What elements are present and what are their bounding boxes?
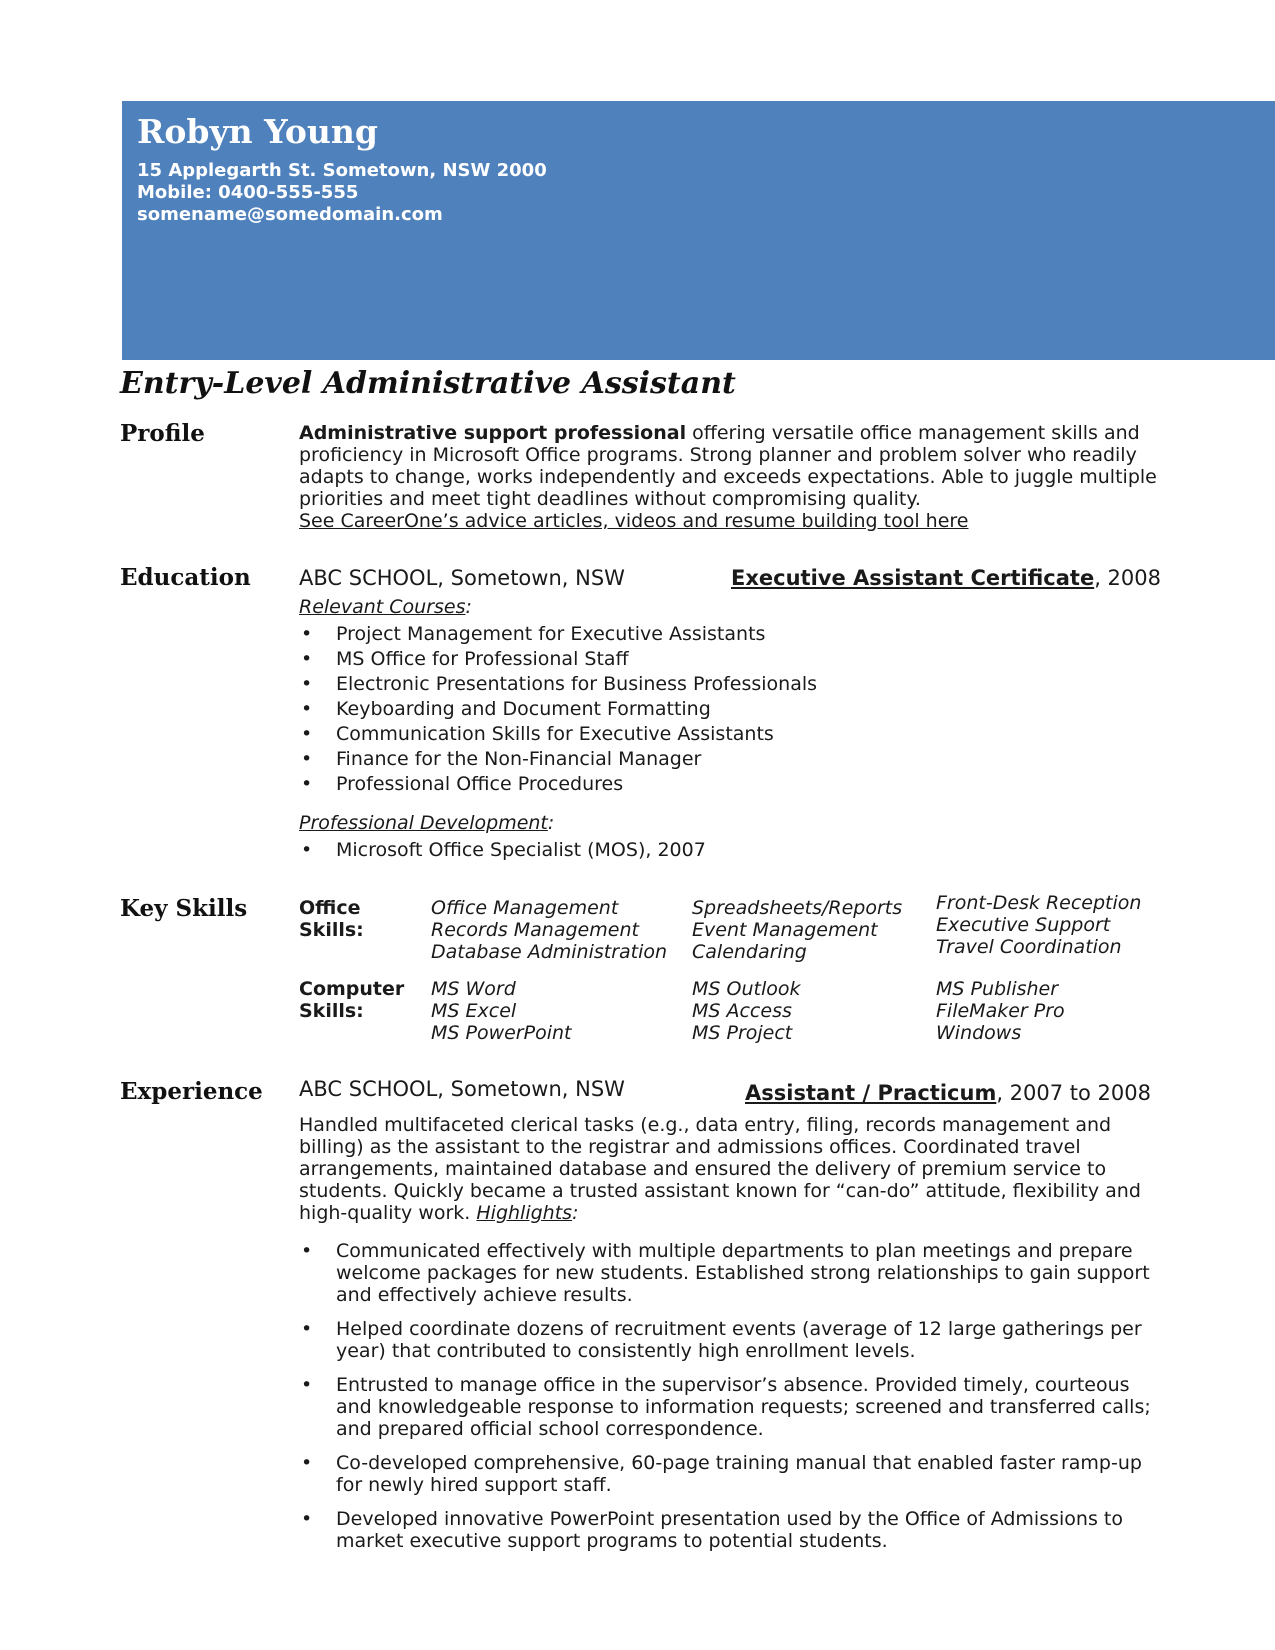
list-item: • Professional Office Procedures: [301, 773, 624, 795]
experience-heading: Experience: [120, 1078, 263, 1105]
list-item: • Electronic Presentations for Business Professionals: [301, 673, 818, 695]
list-item: • Microsoft Office Specialist (MOS), 2007: [301, 839, 706, 861]
list-item: • Finance for the Non-Financial Manager: [301, 748, 702, 770]
pd-list: [299, 838, 1159, 863]
job-title: Entry-Level Administrative Assistant: [120, 366, 736, 401]
courses-label: Relevant Courses:: [299, 596, 472, 618]
office-skills-label: Office Skills:: [299, 897, 364, 941]
highlights-label: Highlights: [476, 1202, 573, 1224]
education-credential: Executive Assistant Certificate, 2008: [731, 566, 1161, 590]
profile-body: [299, 422, 1159, 532]
office-skills-col-1: Office Management Records Management Database Administration: [431, 897, 668, 963]
profile-line: proficiency in Microsoft Office programs. Strong planner and problem solver who readily: [299, 444, 1137, 466]
profile-line: Administrative support professional offering versatile office management skills and: [299, 422, 1140, 444]
computer-skills-col-1: MS Word MS Excel MS PowerPoint: [431, 978, 572, 1044]
bullet-icon: •: [301, 1240, 313, 1262]
list-item: • Project Management for Executive Assistants: [301, 623, 766, 645]
education-heading: Education: [120, 564, 251, 591]
careerone-link[interactable]: See CareerOne’s advice articles, videos and resume building tool here: [299, 510, 969, 532]
profile-lead: Administrative support professional: [299, 422, 687, 444]
bullet-icon: •: [301, 723, 313, 745]
computer-skills-col-3: MS Publisher FileMaker Pro Windows: [936, 978, 1065, 1044]
bullet-icon: •: [301, 1318, 313, 1340]
computer-skills-label: Computer Skills:: [299, 978, 405, 1022]
office-skills-col-3: Front-Desk Reception Executive Support Travel Coordination: [936, 892, 1142, 958]
bullet-icon: •: [301, 648, 313, 670]
bullet-icon: •: [301, 773, 313, 795]
bullet-icon: •: [301, 698, 313, 720]
bullet-icon: •: [301, 748, 313, 770]
experience-school: ABC SCHOOL, Sometown, NSW: [299, 1077, 625, 1101]
list-item: • Entrusted to manage office in the supervisor’s absence. Provided timely, courteous and knowledgeable response to information requests; screened and transferred calls; and prepared official school correspondence.: [301, 1374, 1151, 1440]
list-item: • Helped coordinate dozens of recruitment events (average of 12 large gatherings per year) that contributed to consistently high enrollment levels.: [301, 1318, 1142, 1362]
profile-line: adapts to change, works independently and exceeds expectations. Able to juggle multiple: [299, 466, 1157, 488]
highlights-list: [299, 1240, 1159, 1552]
bullet-icon: •: [301, 673, 313, 695]
bullet-icon: •: [301, 1508, 313, 1530]
bullet-icon: •: [301, 1374, 313, 1396]
list-item: • Communicated effectively with multiple departments to plan meetings and prepare welcome packages for new students. Established strong relationships to gain support and effectively achieve results.: [301, 1240, 1150, 1306]
computer-skills-col-2: MS Outlook MS Access MS Project: [692, 978, 801, 1044]
skills-heading: Key Skills: [120, 895, 248, 922]
pd-label: Professional Development:: [299, 812, 555, 834]
bullet-icon: •: [301, 839, 313, 861]
profile-heading: Profile: [120, 420, 205, 447]
list-item: • Developed innovative PowerPoint presentation used by the Office of Admissions to market executive support programs to potential students.: [301, 1508, 1123, 1552]
list-item: • MS Office for Professional Staff: [301, 648, 629, 670]
list-item: • Communication Skills for Executive Assistants: [301, 723, 774, 745]
mobile: Mobile: 0400-555-555: [137, 182, 359, 203]
address: 15 Applegarth St. Sometown, NSW 2000: [137, 160, 547, 181]
candidate-name: Robyn Young: [137, 112, 378, 151]
profile-line: priorities and meet tight deadlines without compromising quality.: [299, 488, 921, 510]
education-school: ABC SCHOOL, Sometown, NSW: [299, 566, 625, 590]
email: somename@somedomain.com: [137, 204, 443, 225]
bullet-icon: •: [301, 623, 313, 645]
experience-role: Assistant / Practicum, 2007 to 2008: [745, 1081, 1151, 1105]
bullet-icon: •: [301, 1452, 313, 1474]
list-item: • Co-developed comprehensive, 60-page training manual that enabled faster ramp-up for newly hired support staff.: [301, 1452, 1142, 1496]
experience-summary: Handled multifaceted clerical tasks (e.g., data entry, filing, records management and billing) as the assistant to the registrar and admissions offices. Coordinated travel arrangements, maintained database and ensured the delivery of premium service to students. Quickly became a trusted assistant known for “can-do” attitude, flexibility and high-quality work. Highlights:: [299, 1114, 1141, 1224]
office-skills-col-2: Spreadsheets/Reports Event Management Calendaring: [692, 897, 903, 963]
courses-list: [299, 622, 1159, 797]
list-item: • Keyboarding and Document Formatting: [301, 698, 711, 720]
